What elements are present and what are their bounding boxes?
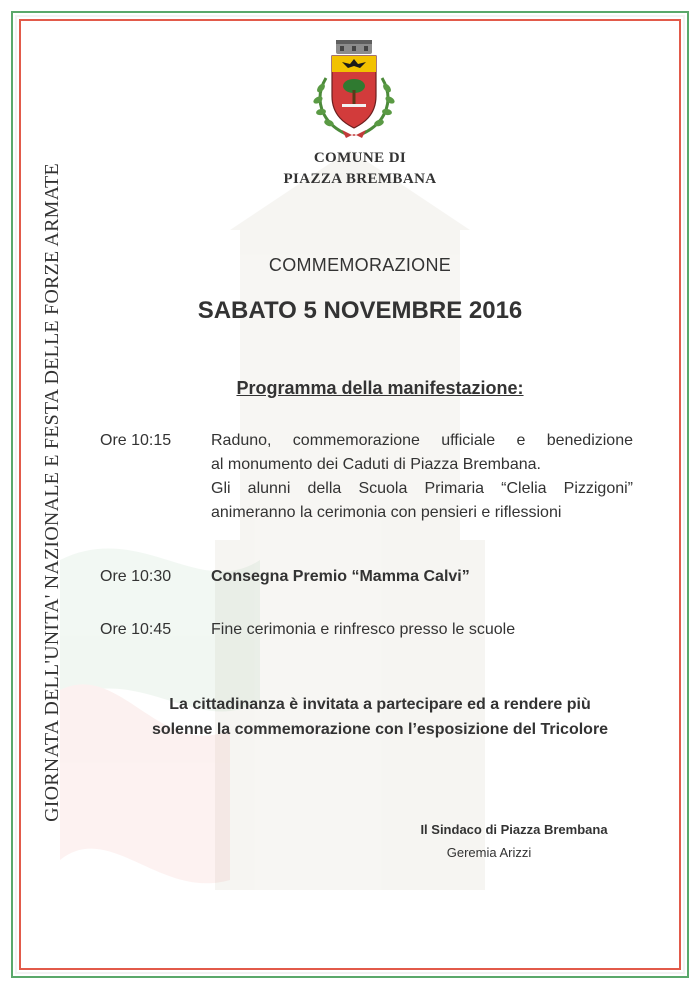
event-label: COMMEMORAZIONE <box>268 255 452 275</box>
programme-time: Ore 10:45 <box>100 621 172 638</box>
programme-time: Ore 10:15 <box>100 432 172 449</box>
invitation-line: La cittadinanza è invitata a partecipare ed a rendere più <box>169 696 591 713</box>
invitation-text <box>90 692 670 742</box>
signature-title: Il Sindaco di Piazza Brembana <box>420 822 608 837</box>
commune-label: COMUNE DI <box>313 150 407 166</box>
programme-line: animeranno la cerimonia con pensieri e riflessioni <box>211 504 562 521</box>
programme-title: Programma della manifestazione: <box>236 378 524 398</box>
side-banner: GIORNATA DELL'UNITA' NAZIONALE E FESTA DELLE FORZE ARMATE <box>41 163 63 822</box>
programme-description <box>211 618 633 642</box>
commune-name: PIAZZA BREMBANA <box>283 171 437 187</box>
programme-line: Fine cerimonia e rinfresco presso le scuole <box>211 621 516 638</box>
invitation-line: solenne la commemorazione con l’esposizione del Tricolore <box>151 721 609 738</box>
programme-description <box>211 429 633 525</box>
programme-line: Raduno, commemorazione ufficiale e benedizione <box>211 432 633 449</box>
programme-description <box>211 565 633 589</box>
programme-line: Gli alunni della Scuola Primaria “Clelia Pizzigoni” <box>211 480 633 497</box>
event-date: SABATO 5 NOVEMBRE 2016 <box>197 297 523 324</box>
programme-line: al monumento dei Caduti di Piazza Brembana. <box>211 456 541 473</box>
programme-time: Ore 10:30 <box>100 568 172 585</box>
municipal-crest-icon <box>306 38 402 142</box>
signature-name: Geremia Arizzi <box>446 845 532 860</box>
programme-line: Consegna Premio “Mamma Calvi” <box>211 568 470 585</box>
